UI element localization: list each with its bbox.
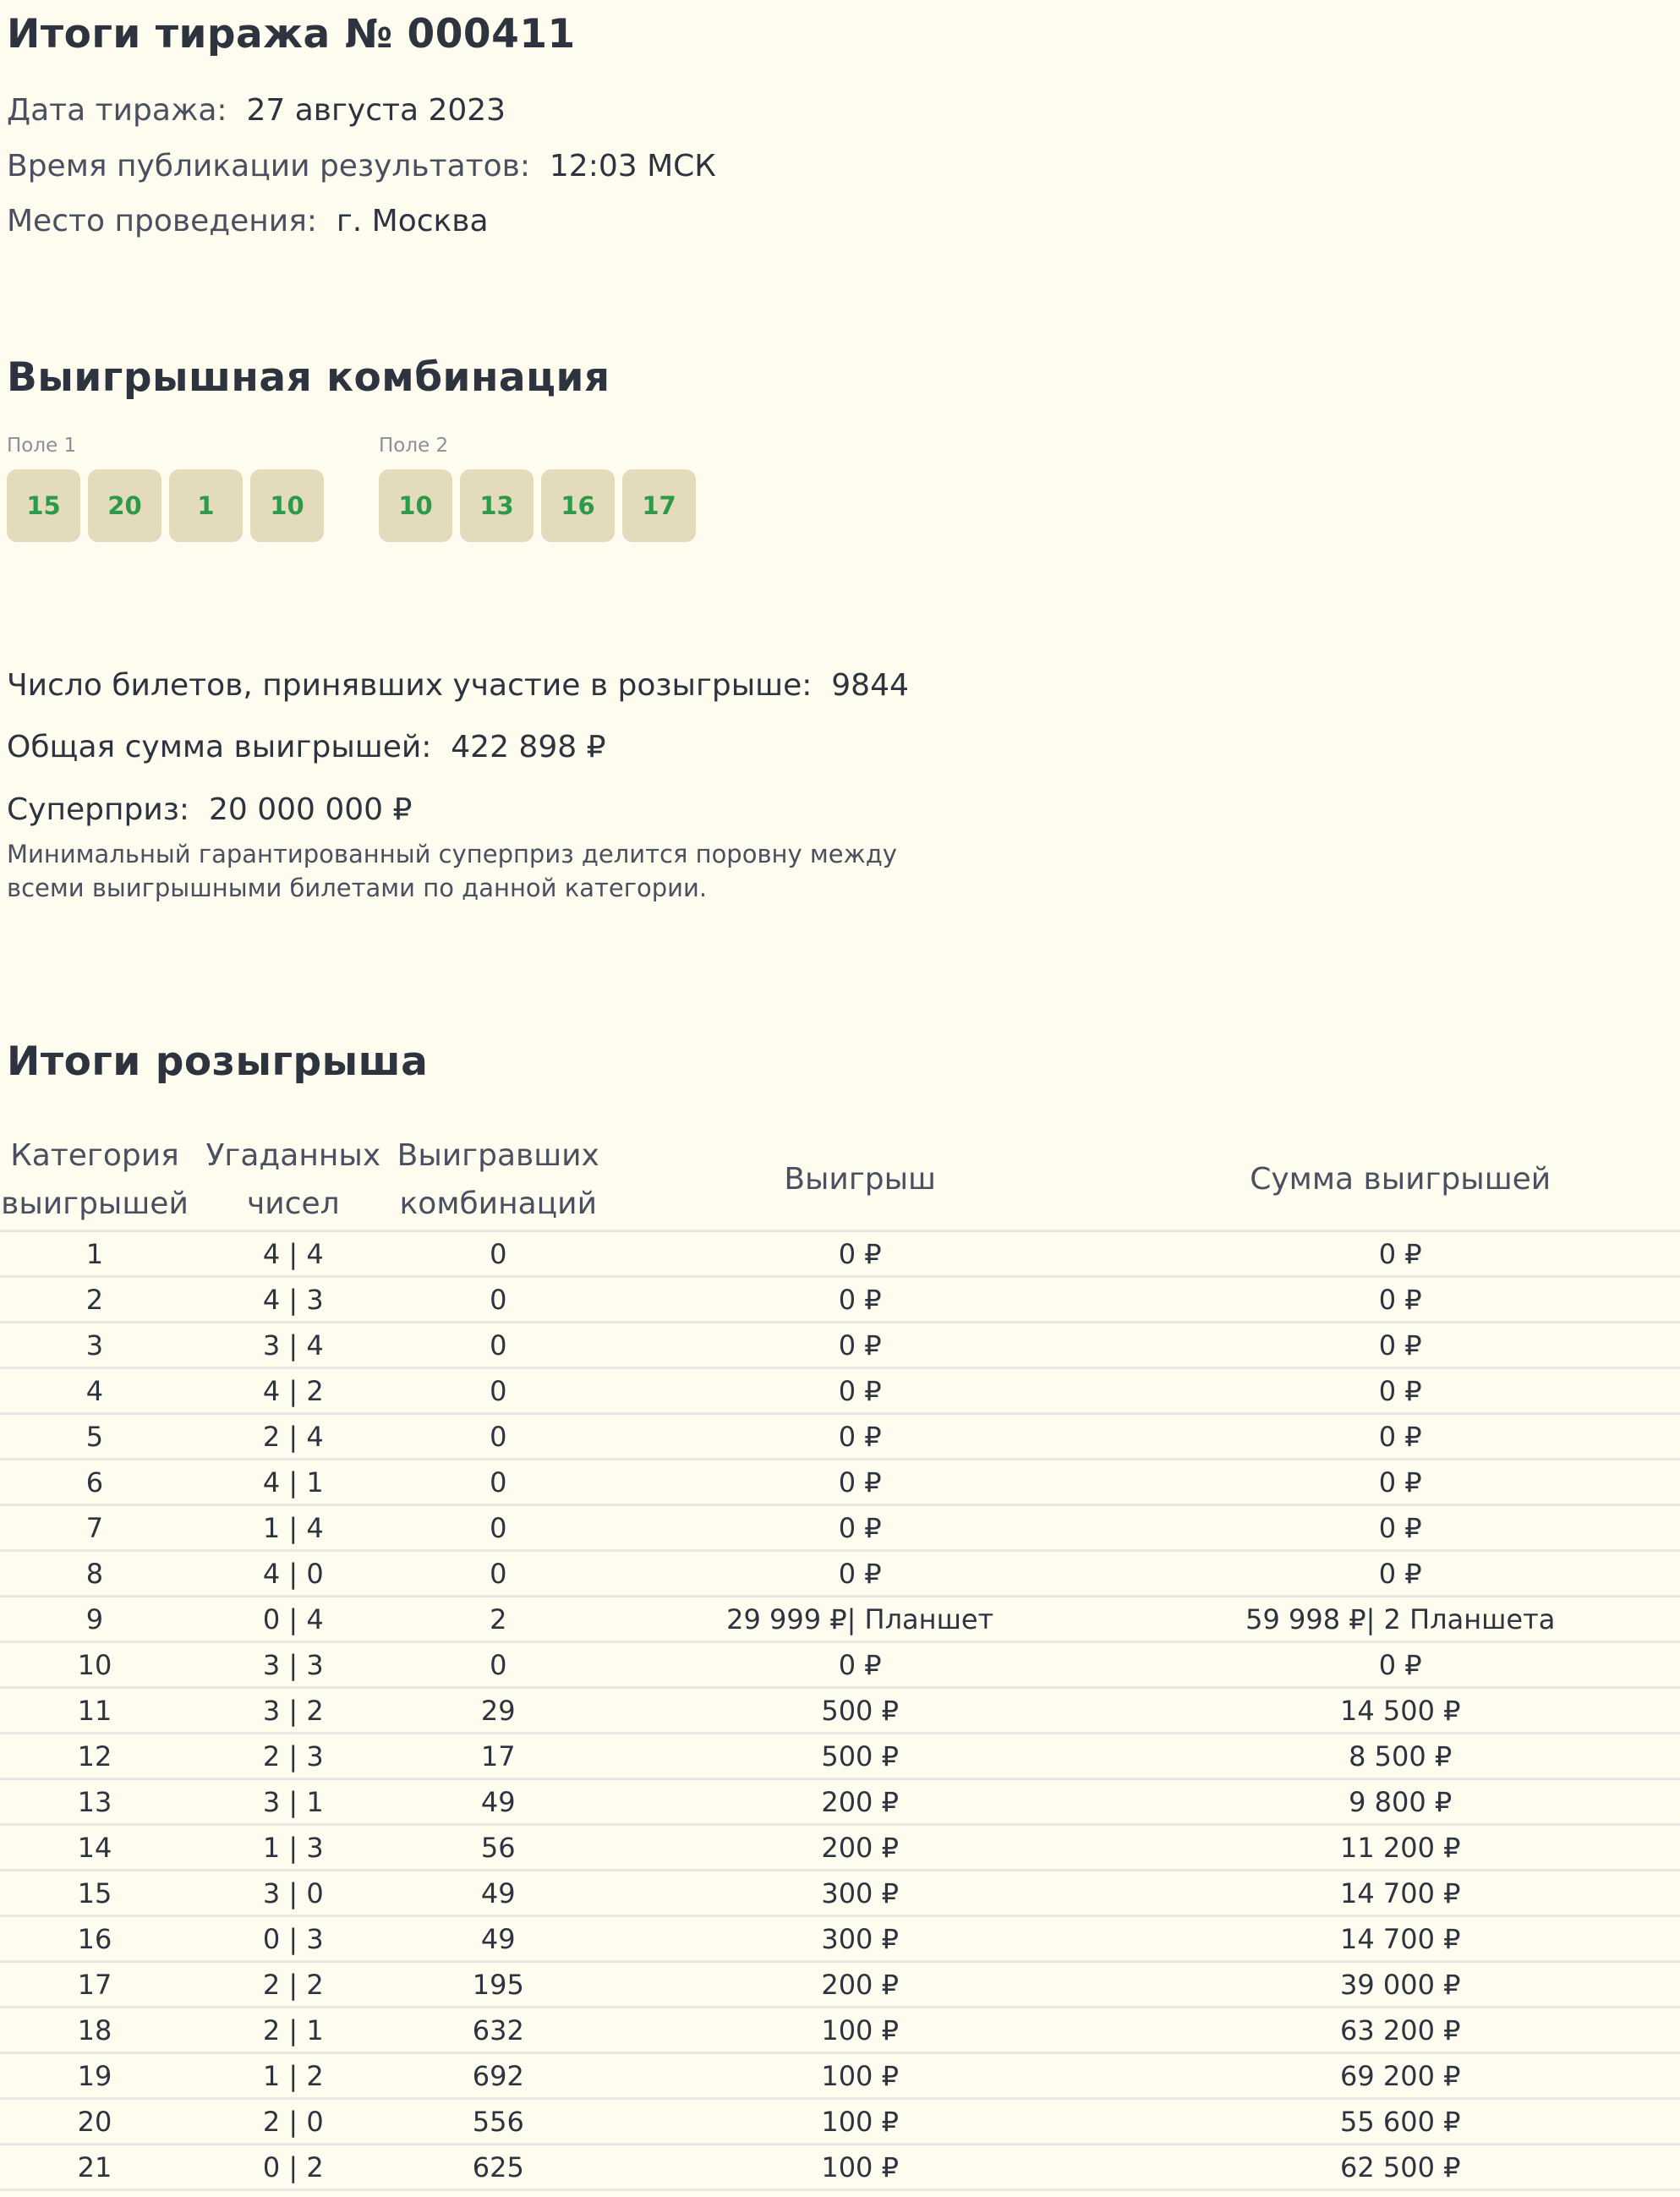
cell-winning-combinations: 2	[397, 1597, 599, 1642]
cell-matched-numbers: 4 | 3	[189, 1277, 397, 1323]
cell-category: 17	[0, 1962, 189, 2008]
cell-prize-total: 14 700 ₽	[1120, 1871, 1680, 1916]
cell-prize: 29 999 ₽| Планшет	[599, 1597, 1121, 1642]
results-body	[0, 1231, 1680, 2190]
cell-winning-combinations: 0	[397, 1460, 599, 1505]
cell-prize: 200 ₽	[599, 1825, 1121, 1871]
cell-prize: 0 ₽	[599, 1460, 1121, 1505]
table-row	[0, 2008, 1680, 2053]
cell-prize: 300 ₽	[599, 1916, 1121, 1962]
draw-place-row	[7, 200, 489, 243]
cell-winning-combinations: 195	[397, 1962, 599, 2008]
cell-matched-numbers: 2 | 4	[189, 1414, 397, 1460]
cell-prize: 500 ₽	[599, 1688, 1121, 1734]
total-winnings-row	[7, 726, 605, 769]
cell-prize: 500 ₽	[599, 1734, 1121, 1779]
cell-category: 21	[0, 2145, 189, 2190]
cell-prize: 200 ₽	[599, 1962, 1121, 2008]
cell-prize: 200 ₽	[599, 1779, 1121, 1825]
table-row	[0, 1460, 1680, 1505]
cell-category: 13	[0, 1779, 189, 1825]
table-row	[0, 2053, 1680, 2099]
cell-category: 9	[0, 1597, 189, 1642]
cell-category: 2	[0, 1277, 189, 1323]
cell-category: 16	[0, 1916, 189, 1962]
number-ball: 1	[169, 469, 243, 542]
table-row	[0, 1642, 1680, 1688]
cell-prize: 300 ₽	[599, 1871, 1121, 1916]
superprize-value: 20 000 000 ₽	[208, 792, 413, 827]
cell-prize-total: 8 500 ₽	[1120, 1734, 1680, 1779]
draw-date-value: 27 августа 2023	[246, 93, 506, 128]
cell-prize-total: 0 ₽	[1120, 1551, 1680, 1597]
cell-prize: 100 ₽	[599, 2145, 1121, 2190]
table-row	[0, 1368, 1680, 1414]
cell-prize-total: 62 500 ₽	[1120, 2145, 1680, 2190]
cell-prize-total: 0 ₽	[1120, 1277, 1680, 1323]
cell-winning-combinations: 0	[397, 1277, 599, 1323]
header-category: Категория выигрышей	[0, 1129, 189, 1231]
cell-prize-total: 0 ₽	[1120, 1231, 1680, 1277]
table-row	[0, 1597, 1680, 1642]
cell-matched-numbers: 4 | 2	[189, 1368, 397, 1414]
cell-prize-total: 69 200 ₽	[1120, 2053, 1680, 2099]
cell-prize: 100 ₽	[599, 2053, 1121, 2099]
total-winnings-value: 422 898 ₽	[451, 730, 606, 764]
winning-combination-title: Выигрышная комбинация	[7, 354, 610, 401]
table-row	[0, 1779, 1680, 1825]
number-ball: 10	[379, 469, 452, 542]
field-1-label: Поле 1	[7, 435, 77, 457]
cell-winning-combinations: 692	[397, 2053, 599, 2099]
page-title: Итоги тиража № 000411	[7, 11, 576, 58]
cell-prize: 0 ₽	[599, 1505, 1121, 1551]
cell-winning-combinations: 0	[397, 1505, 599, 1551]
cell-prize-total: 9 800 ₽	[1120, 1779, 1680, 1825]
superprize-label: Суперприз:	[7, 792, 190, 827]
cell-winning-combinations: 49	[397, 1871, 599, 1916]
cell-category: 12	[0, 1734, 189, 1779]
cell-matched-numbers: 2 | 1	[189, 2008, 397, 2053]
number-ball: 17	[622, 469, 696, 542]
results-title: Итоги розыгрыша	[7, 1038, 429, 1085]
cell-prize-total: 0 ₽	[1120, 1642, 1680, 1688]
table-row	[0, 1916, 1680, 1962]
cell-winning-combinations: 0	[397, 1642, 599, 1688]
cell-prize: 100 ₽	[599, 2099, 1121, 2145]
cell-prize-total: 14 700 ₽	[1120, 1916, 1680, 1962]
superprize-note: Минимальный гарантированный суперприз делится поровну между всеми выигрышными билетами по данной категории.	[7, 840, 897, 902]
cell-winning-combinations: 29	[397, 1688, 599, 1734]
cell-prize-total: 0 ₽	[1120, 1368, 1680, 1414]
cell-prize-total: 0 ₽	[1120, 1414, 1680, 1460]
cell-matched-numbers: 4 | 0	[189, 1551, 397, 1597]
publish-time-value: 12:03 МСК	[549, 149, 716, 184]
cell-prize-total: 63 200 ₽	[1120, 2008, 1680, 2053]
table-row	[0, 1871, 1680, 1916]
number-ball: 15	[7, 469, 80, 542]
cell-matched-numbers: 0 | 4	[189, 1597, 397, 1642]
cell-winning-combinations: 0	[397, 1368, 599, 1414]
cell-matched-numbers: 4 | 1	[189, 1460, 397, 1505]
cell-winning-combinations: 625	[397, 2145, 599, 2190]
header-prize-total: Сумма выигрышей	[1120, 1129, 1680, 1231]
cell-prize: 0 ₽	[599, 1414, 1121, 1460]
tickets-count-row	[7, 665, 909, 707]
cell-prize: 0 ₽	[599, 1323, 1121, 1368]
cell-category: 1	[0, 1231, 189, 1277]
number-ball: 10	[250, 469, 324, 542]
cell-winning-combinations: 0	[397, 1551, 599, 1597]
cell-prize: 0 ₽	[599, 1231, 1121, 1277]
cell-matched-numbers: 2 | 0	[189, 2099, 397, 2145]
cell-matched-numbers: 0 | 2	[189, 2145, 397, 2190]
cell-winning-combinations: 556	[397, 2099, 599, 2145]
field-2-numbers	[379, 469, 696, 542]
cell-winning-combinations: 0	[397, 1231, 599, 1277]
publish-time-row	[7, 145, 716, 188]
cell-matched-numbers: 1 | 4	[189, 1505, 397, 1551]
draw-date-row	[7, 90, 506, 132]
cell-matched-numbers: 3 | 3	[189, 1642, 397, 1688]
cell-matched-numbers: 2 | 2	[189, 1962, 397, 2008]
tickets-count-value: 9844	[831, 668, 909, 703]
cell-matched-numbers: 2 | 3	[189, 1734, 397, 1779]
cell-category: 6	[0, 1460, 189, 1505]
cell-winning-combinations: 56	[397, 1825, 599, 1871]
header-prize: Выигрыш	[599, 1129, 1121, 1231]
tickets-count-label: Число билетов, принявших участие в розыгрыше:	[7, 668, 813, 703]
cell-winning-combinations: 17	[397, 1734, 599, 1779]
cell-winning-combinations: 49	[397, 1779, 599, 1825]
cell-category: 11	[0, 1688, 189, 1734]
cell-prize: 0 ₽	[599, 1368, 1121, 1414]
field-2-label: Поле 2	[379, 435, 449, 457]
header-winning-combinations: Выигравших комбинаций	[397, 1129, 599, 1231]
draw-place-value: г. Москва	[336, 204, 489, 238]
cell-category: 3	[0, 1323, 189, 1368]
cell-category: 7	[0, 1505, 189, 1551]
table-row	[0, 1277, 1680, 1323]
field-1-numbers	[7, 469, 324, 542]
cell-category: 14	[0, 1825, 189, 1871]
cell-category: 10	[0, 1642, 189, 1688]
table-row	[0, 1825, 1680, 1871]
cell-matched-numbers: 4 | 4	[189, 1231, 397, 1277]
cell-winning-combinations: 0	[397, 1414, 599, 1460]
cell-matched-numbers: 0 | 3	[189, 1916, 397, 1962]
table-row	[0, 2145, 1680, 2190]
cell-prize-total: 59 998 ₽| 2 Планшета	[1120, 1597, 1680, 1642]
cell-prize: 0 ₽	[599, 1642, 1121, 1688]
draw-date-label: Дата тиража:	[7, 93, 227, 128]
results-header-row	[0, 1129, 1680, 1231]
draw-place-label: Место проведения:	[7, 204, 317, 238]
cell-prize-total: 14 500 ₽	[1120, 1688, 1680, 1734]
cell-prize: 100 ₽	[599, 2008, 1121, 2053]
number-ball: 20	[88, 469, 161, 542]
cell-category: 5	[0, 1414, 189, 1460]
cell-winning-combinations: 0	[397, 1323, 599, 1368]
superprize-row	[7, 789, 412, 831]
table-row	[0, 1734, 1680, 1779]
cell-prize: 0 ₽	[599, 1551, 1121, 1597]
number-ball: 16	[541, 469, 615, 542]
table-row	[0, 1505, 1680, 1551]
cell-prize-total: 39 000 ₽	[1120, 1962, 1680, 2008]
table-row	[0, 1962, 1680, 2008]
cell-prize-total: 0 ₽	[1120, 1460, 1680, 1505]
cell-matched-numbers: 3 | 1	[189, 1779, 397, 1825]
table-row	[0, 1231, 1680, 1277]
cell-matched-numbers: 3 | 2	[189, 1688, 397, 1734]
table-row	[0, 2099, 1680, 2145]
table-row	[0, 1323, 1680, 1368]
cell-category: 18	[0, 2008, 189, 2053]
total-winnings-label: Общая сумма выигрышей:	[7, 730, 432, 764]
table-row	[0, 1688, 1680, 1734]
cell-matched-numbers: 1 | 2	[189, 2053, 397, 2099]
publish-time-label: Время публикации результатов:	[7, 149, 530, 184]
cell-prize-total: 0 ₽	[1120, 1505, 1680, 1551]
cell-winning-combinations: 49	[397, 1916, 599, 1962]
cell-matched-numbers: 3 | 0	[189, 1871, 397, 1916]
cell-matched-numbers: 1 | 3	[189, 1825, 397, 1871]
cell-category: 20	[0, 2099, 189, 2145]
cell-category: 15	[0, 1871, 189, 1916]
cell-category: 8	[0, 1551, 189, 1597]
cell-winning-combinations: 632	[397, 2008, 599, 2053]
cell-category: 19	[0, 2053, 189, 2099]
table-row	[0, 1414, 1680, 1460]
table-row	[0, 1551, 1680, 1597]
cell-prize: 0 ₽	[599, 1277, 1121, 1323]
cell-category: 4	[0, 1368, 189, 1414]
cell-matched-numbers: 3 | 4	[189, 1323, 397, 1368]
cell-prize-total: 55 600 ₽	[1120, 2099, 1680, 2145]
results-table	[0, 1129, 1680, 2191]
number-ball: 13	[460, 469, 534, 542]
header-matched-numbers: Угаданных чисел	[189, 1129, 397, 1231]
cell-prize-total: 0 ₽	[1120, 1323, 1680, 1368]
cell-prize-total: 11 200 ₽	[1120, 1825, 1680, 1871]
